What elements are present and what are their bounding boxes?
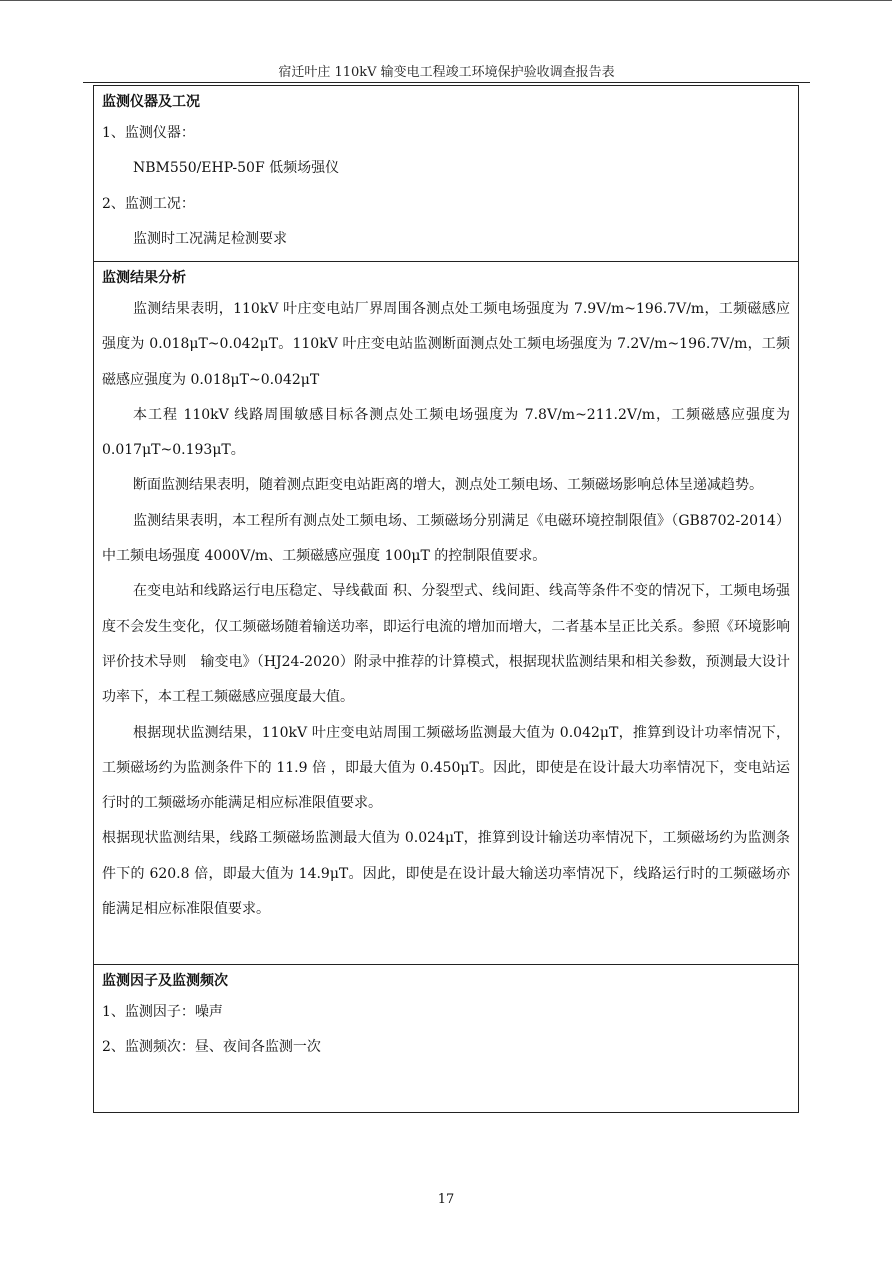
condition-value: 监测时工况满足检测要求 xyxy=(133,231,287,248)
section-monitoring-factors xyxy=(94,965,798,1112)
section-monitoring-results xyxy=(94,262,798,965)
results-paragraph-compliance: 监测结果表明，本工程所有测点处工频电场、工频磁场分别满足《电磁环境控制限值》（GB8702-2014）中工频电场强度 4000V/m、工频磁感应强度 100μT 的控制限值要求。 xyxy=(102,512,790,565)
page-header-title: 宿迁叶庄 110kV 输变电工程竣工环境保护验收调查报告表 xyxy=(278,65,615,80)
instrument-value: NBM550/EHP-50F 低频场强仪 xyxy=(133,160,340,177)
results-paragraph-method: 在变电站和线路运行电压稳定、导线截面 积、分裂型式、线间距、线高等条件不变的情况下，工频电场强度不会发生变化，仅工频磁场随着输送功率，即运行电流的增加而增大，二者基本呈正比关系。参照《环境影响评价技术导则 输变电》（HJ24-2020）附录中推荐的计算模式，根据现状监测结果和相关参数，预测最大设计功率下，本工程工频磁感应强度最大值。 xyxy=(102,583,790,706)
section-monitoring-instruments xyxy=(94,86,798,262)
results-paragraph-section-trend: 断面监测结果表明，随着测点距变电站距离的增大，测点处工频电场、工频磁场影响总体呈递减趋势。 xyxy=(133,477,763,494)
results-paragraph-line: 本工程 110kV 线路周围敏感目标各测点处工频电场强度为 7.8V/m~211.2V/m，工频磁感应强度为 0.017μT~0.193μT。 xyxy=(102,406,790,459)
section-title-factors: 监测因子及监测频次 xyxy=(102,973,228,989)
frequency-item: 2、监测频次：昼、夜间各监测一次 xyxy=(102,1039,321,1055)
top-border-line xyxy=(0,0,892,1)
condition-label: 2、监测工况： xyxy=(102,195,195,212)
factor-item: 1、监测因子：噪声 xyxy=(102,1004,223,1020)
results-paragraph-substation: 监测结果表明，110kV 叶庄变电站厂界周围各测点处工频电场强度为 7.9V/m~196.7V/m，工频磁感应强度为 0.018μT~0.042μT。110kV 叶庄变电站监测断面测点处工频电场强度为 7.2V/m~196.7V/m，工频磁感应强度为 0.018μT~0.042μT xyxy=(102,301,790,388)
section-title-results: 监测结果分析 xyxy=(102,270,186,286)
results-paragraph-line-prediction: 根据现状监测结果，线路工频磁场监测最大值为 0.024μT，推算到设计输送功率情况下，工频磁场约为监测条件下的 620.8 倍，即最大值为 14.9μT。因此，即使是在设计最大输送功率情况下，线路运行时的工频磁场亦能满足相应标准限值要求。 xyxy=(102,830,790,918)
results-paragraph-substation-prediction: 根据现状监测结果，110kV 叶庄变电站周围工频磁场监测最大值为 0.042μT，推算到设计功率情况下，工频磁场约为监测条件下的 11.9 倍 ，即最大值为 0.450μT。因此，即使是在设计最大功率情况下，变电站运行时的工频磁场亦能满足相应标准限值要求。 xyxy=(102,724,790,812)
report-table xyxy=(93,85,799,1113)
section-title-instruments: 监测仪器及工况 xyxy=(102,94,200,110)
page-number: 17 xyxy=(437,1192,455,1207)
header-rule xyxy=(83,82,810,83)
instrument-label: 1、监测仪器： xyxy=(102,125,195,141)
